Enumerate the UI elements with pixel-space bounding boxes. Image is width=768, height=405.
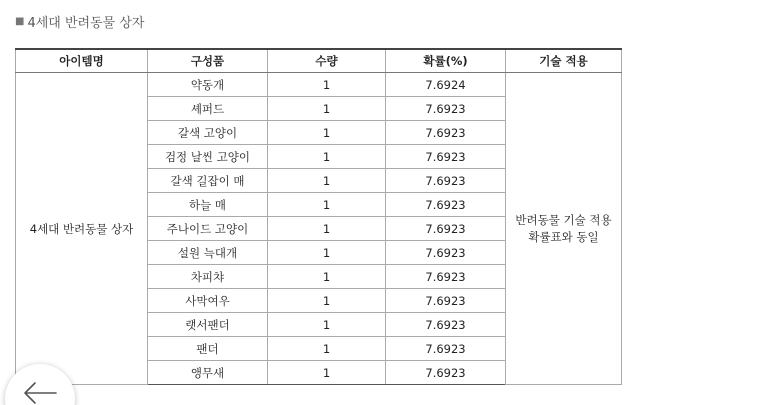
component-cell: 검정 날씬 고양이 — [148, 145, 268, 169]
quantity-cell: 1 — [268, 121, 386, 145]
quantity-cell: 1 — [268, 289, 386, 313]
quantity-cell: 1 — [268, 337, 386, 361]
header-probability: 확률(%) — [386, 49, 506, 73]
square-bullet-icon: ■ — [15, 16, 25, 27]
quantity-cell: 1 — [268, 193, 386, 217]
arrow-left-icon — [22, 381, 58, 405]
probability-cell: 7.6923 — [386, 361, 506, 385]
probability-cell: 7.6923 — [386, 241, 506, 265]
component-cell: 설원 늑대개 — [148, 241, 268, 265]
component-cell: 차피챠 — [148, 265, 268, 289]
probability-cell: 7.6924 — [386, 73, 506, 97]
section-title-text: 4세대 반려동물 상자 — [27, 16, 145, 31]
header-quantity: 수량 — [268, 49, 386, 73]
item-name-cell: 4세대 반려동물 상자 — [16, 73, 148, 385]
component-cell: 갈색 길잡이 매 — [148, 169, 268, 193]
probability-cell: 7.6923 — [386, 265, 506, 289]
header-tech-applied: 기술 적용 — [506, 49, 622, 73]
component-cell: 사막여우 — [148, 289, 268, 313]
component-cell: 하늘 매 — [148, 193, 268, 217]
probability-cell: 7.6923 — [386, 217, 506, 241]
component-cell: 앵무새 — [148, 361, 268, 385]
quantity-cell: 1 — [268, 97, 386, 121]
section-heading — [15, 12, 144, 31]
probability-cell: 7.6923 — [386, 121, 506, 145]
component-cell: 주나이드 고양이 — [148, 217, 268, 241]
quantity-cell: 1 — [268, 265, 386, 289]
probability-cell: 7.6923 — [386, 337, 506, 361]
quantity-cell: 1 — [268, 361, 386, 385]
quantity-cell: 1 — [268, 241, 386, 265]
probability-cell: 7.6923 — [386, 145, 506, 169]
quantity-cell: 1 — [268, 313, 386, 337]
pet-box-probability-table — [15, 48, 622, 385]
probability-cell: 7.6923 — [386, 193, 506, 217]
probability-cell: 7.6923 — [386, 289, 506, 313]
probability-cell: 7.6923 — [386, 97, 506, 121]
header-component: 구성품 — [148, 49, 268, 73]
tech-note-line-2: 확률표와 동일 — [528, 229, 599, 244]
component-cell: 랫서팬더 — [148, 313, 268, 337]
probability-cell: 7.6923 — [386, 313, 506, 337]
probability-cell: 7.6923 — [386, 169, 506, 193]
quantity-cell: 1 — [268, 169, 386, 193]
quantity-cell: 1 — [268, 73, 386, 97]
table-row — [16, 73, 622, 97]
tech-applied-cell — [506, 73, 622, 385]
quantity-cell: 1 — [268, 217, 386, 241]
quantity-cell: 1 — [268, 145, 386, 169]
header-item-name: 아이템명 — [16, 49, 148, 73]
component-cell: 셰퍼드 — [148, 97, 268, 121]
table-header-row — [16, 49, 622, 73]
component-cell: 팬더 — [148, 337, 268, 361]
tech-note-line-1: 반려동물 기술 적용 — [515, 212, 612, 227]
component-cell: 갈색 고양이 — [148, 121, 268, 145]
component-cell: 약동개 — [148, 73, 268, 97]
